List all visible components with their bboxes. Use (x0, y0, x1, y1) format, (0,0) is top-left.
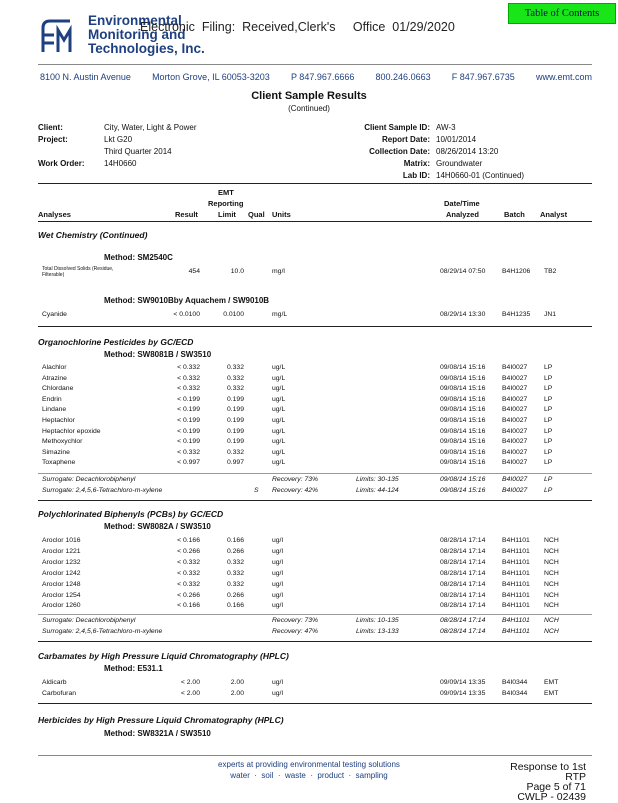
cell-result: < 0.332 (177, 374, 200, 382)
cell-limit: 0.997 (226, 459, 244, 467)
cell-units: ug/l (272, 580, 283, 588)
brand-line-3: Technologies, Inc. (88, 41, 205, 56)
cell-analyst: NCH (544, 627, 559, 635)
cell-limits: Limits: 13-133 (356, 627, 399, 635)
cell-analyst: NCH (544, 558, 559, 566)
cell-result: < 0.332 (177, 569, 200, 577)
table-row (0, 459, 618, 469)
table-row (0, 438, 618, 448)
col-limit: Limit (218, 210, 236, 219)
cell-units: Recovery: 73% (272, 476, 319, 483)
table-row (0, 268, 618, 278)
cell-batch: B4I0344 (502, 679, 528, 686)
cell-date-analyzed: 08/28/14 17:14 (440, 569, 486, 577)
cell-date-analyzed: 09/08/14 15:16 (440, 448, 486, 456)
cell-limit: 0.199 (226, 406, 244, 414)
work-order-value: 14H0660 (104, 159, 137, 168)
cell-batch: B4I0027 (502, 476, 528, 483)
carb-section-rule (38, 703, 592, 704)
table-row (0, 679, 618, 689)
cell-result: < 0.0100 (173, 311, 200, 318)
phone-number: P 847.967.6666 (290, 72, 355, 82)
cell-analyte: Heptachlor epoxide (42, 427, 101, 435)
cell-qualifier: S (254, 486, 259, 494)
col-analyst: Analyst (540, 210, 568, 219)
pcb-section-rule (38, 641, 592, 642)
fax-number: F 847.967.6735 (451, 72, 515, 82)
table-row (0, 602, 618, 612)
cell-limit: 0.332 (226, 558, 244, 566)
filing-stamp: Electronic Filing: Received,Clerk's Office 01/29/2020 (140, 20, 455, 34)
cell-analyst: EMT (544, 679, 559, 686)
table-row (0, 537, 618, 547)
table-row (0, 559, 618, 569)
cell-analyst: LP (544, 417, 553, 424)
cell-result: < 2.00 (180, 689, 200, 697)
cell-units: Recovery: 42% (272, 486, 319, 494)
cell-analyst: NCH (544, 617, 559, 624)
header-rule (38, 64, 592, 65)
cell-units: ug/L (272, 427, 286, 435)
cell-date-analyzed: 09/08/14 15:16 (440, 459, 486, 467)
cell-date-analyzed: 08/29/14 07:50 (440, 268, 486, 275)
cell-limit: 0.266 (226, 591, 244, 599)
cell-batch: B4I0344 (502, 689, 528, 697)
cell-result: < 0.199 (177, 438, 200, 446)
cell-analyst: NCH (544, 591, 559, 599)
cell-analyst: LP (544, 486, 553, 494)
table-row (0, 396, 618, 406)
col-date-top: Date/Time (444, 199, 480, 208)
table-row (0, 406, 618, 416)
method-sw9010b: Method: SW9010Bby Aquachem / SW9010B (104, 296, 270, 305)
collection-date-label: Collection Date: (369, 147, 430, 156)
table-row (0, 487, 618, 497)
cell-date-analyzed: 09/09/14 13:35 (440, 679, 486, 686)
cell-analyst: NCH (544, 602, 559, 610)
cell-analyst: LP (544, 395, 553, 403)
cell-analyst: NCH (544, 537, 559, 544)
cell-analyte: Aldicarb (42, 679, 67, 686)
cell-date-analyzed: 09/08/14 15:16 (440, 406, 486, 414)
table-row (0, 428, 618, 438)
cell-result: < 0.266 (177, 547, 200, 555)
cell-batch: B4H1101 (502, 569, 530, 577)
cell-units: ug/l (272, 569, 283, 577)
cell-limit: 0.199 (226, 417, 244, 424)
tollfree-number: 800.246.0663 (375, 72, 431, 82)
collection-date-value: 08/26/2014 13:20 (436, 147, 499, 156)
cell-limits: Limits: 10-135 (356, 617, 399, 624)
cell-units: mg/l (272, 268, 285, 275)
cell-date-analyzed: 09/08/14 15:16 (440, 417, 486, 424)
footer-tagline: experts at providing environmental testing solutions (218, 760, 400, 769)
cell-date-analyzed: 08/28/14 17:14 (440, 591, 486, 599)
cell-analyst: EMT (544, 689, 559, 697)
col-analyses: Analyses (38, 210, 71, 219)
pcb-surrogate-rule (38, 614, 592, 615)
cell-result: < 0.166 (177, 602, 200, 610)
cell-result: < 0.997 (177, 459, 200, 467)
table-row (0, 417, 618, 427)
cell-units: ug/L (272, 417, 286, 424)
response-label: Response to 1st RTP (510, 761, 586, 783)
cell-batch: B4I0027 (502, 486, 528, 494)
cell-result: < 0.332 (177, 385, 200, 393)
cell-units: ug/L (272, 438, 286, 446)
table-row (0, 375, 618, 385)
cell-result: < 0.266 (177, 591, 200, 599)
cell-analyst: LP (544, 438, 553, 446)
cell-batch: B4H1101 (502, 547, 530, 555)
work-order-label: Work Order: (38, 159, 85, 168)
cell-analyte: Aroclor 1260 (42, 602, 81, 610)
cell-batch: B4I0027 (502, 385, 528, 393)
section-wet-chemistry: Wet Chemistry (Continued) (38, 230, 148, 240)
cell-analyte: Total Dissolved Solids (Residue, Filterable) (42, 266, 114, 278)
cell-analyte: Surrogate: Decachlorobiphenyl (42, 476, 136, 483)
table-row (0, 690, 618, 700)
matrix-label: Matrix: (403, 159, 430, 168)
col-result: Result (175, 210, 198, 219)
cell-date-analyzed: 09/09/14 13:35 (440, 689, 486, 697)
lab-id-value: 14H0660-01 (Continued) (436, 171, 525, 180)
cell-analyte: Aroclor 1016 (42, 537, 81, 544)
cell-date-analyzed: 08/28/14 17:14 (440, 580, 486, 588)
cell-analyte: Heptachlor (42, 417, 75, 424)
cell-analyte: Cyanide (42, 311, 67, 318)
cell-analyte: Toxaphene (42, 459, 76, 467)
section-organochlorine: Organochlorine Pesticides by GC/ECD (38, 337, 194, 347)
cell-batch: B4H1101 (502, 591, 530, 599)
cell-analyte: Aroclor 1254 (42, 591, 81, 599)
cell-units: Recovery: 47% (272, 627, 319, 635)
cell-analyte: Surrogate: 2,4,5,6-Tetrachloro-m-xylene (42, 486, 163, 494)
section-herbicides: Herbicides by High Pressure Liquid Chromatography (HPLC) (38, 715, 284, 725)
cell-units: ug/l (272, 679, 283, 686)
brand-line-2: Monitoring and (88, 27, 186, 42)
table-of-contents-link[interactable]: Table of Contents (508, 3, 616, 24)
cell-units: ug/l (272, 591, 283, 599)
cell-batch: B4I0027 (502, 459, 528, 467)
cell-limits: Limits: 44-124 (356, 486, 399, 494)
cell-analyst: LP (544, 385, 553, 393)
street-address: 8100 N. Austin Avenue (40, 72, 131, 82)
col-analyzed: Analyzed (446, 210, 479, 219)
cell-result: 454 (188, 268, 200, 275)
cell-date-analyzed: 08/28/14 17:14 (440, 537, 486, 544)
cell-units: ug/l (272, 602, 283, 610)
cell-units: ug/L (272, 385, 286, 393)
cell-date-analyzed: 08/28/14 17:14 (440, 547, 486, 555)
cell-analyte: Chlordane (42, 385, 74, 393)
method-sw8321a: Method: SW8321A / SW3510 (104, 729, 211, 738)
table-row (0, 617, 618, 627)
cell-result: < 0.199 (177, 417, 200, 424)
cell-analyte: Atrazine (42, 374, 67, 382)
emt-logo-icon (40, 18, 76, 54)
cell-batch: B4I0027 (502, 364, 528, 371)
cell-result: < 2.00 (180, 679, 200, 686)
cell-limit: 10.0 (230, 268, 244, 275)
cell-date-analyzed: 08/28/14 17:14 (440, 617, 486, 624)
cell-result: < 0.166 (177, 537, 200, 544)
cell-date-analyzed: 09/08/14 15:16 (440, 374, 486, 382)
cell-date-analyzed: 08/28/14 17:14 (440, 558, 486, 566)
cell-analyte: Surrogate: Decachlorobiphenyl (42, 617, 136, 624)
lab-id-label: Lab ID: (402, 171, 430, 180)
project-value: Lkt G20 (104, 135, 133, 144)
wet-section-rule (38, 326, 592, 327)
cell-analyte: Simazine (42, 448, 70, 456)
cell-limits: Limits: 30-135 (356, 476, 399, 483)
matrix-value: Groundwater (436, 159, 483, 168)
col-batch: Batch (504, 210, 525, 219)
table-row (0, 592, 618, 602)
footer-services: water · soil · waste · product · sampling (230, 771, 388, 780)
col-limit-mid: Reporting (208, 199, 244, 208)
cell-date-analyzed: 09/08/14 15:16 (440, 438, 486, 446)
cell-batch: B4I0027 (502, 417, 528, 424)
cell-result: < 0.332 (177, 364, 200, 371)
cell-batch: B4H1101 (502, 602, 530, 610)
cell-date-analyzed: 08/28/14 17:14 (440, 602, 486, 610)
cell-limit: 0.199 (226, 438, 244, 446)
cell-analyte: Aroclor 1232 (42, 558, 81, 566)
header-bottom-rule (38, 221, 592, 222)
cell-units: ug/L (272, 374, 286, 382)
cell-analyst: NCH (544, 569, 559, 577)
cell-analyte: Lindane (42, 406, 67, 414)
table-row (0, 548, 618, 558)
cell-limit: 0.332 (226, 385, 244, 393)
cwlp-number: CWLP - 02439 (517, 791, 586, 803)
cell-units: ug/l (272, 537, 283, 544)
cell-result: < 0.332 (177, 580, 200, 588)
col-qual: Qual (248, 210, 265, 219)
brand-line-1: Environmental (88, 13, 182, 28)
cell-date-analyzed: 09/08/14 15:16 (440, 476, 486, 483)
cell-units: ug/L (272, 364, 286, 371)
col-units: Units (272, 210, 291, 219)
cell-batch: B4I0027 (502, 448, 528, 456)
cell-limit: 0.332 (226, 364, 244, 371)
cell-units: ug/l (272, 558, 283, 566)
cell-result: < 0.199 (177, 395, 200, 403)
cell-batch: B4I0027 (502, 374, 528, 382)
cell-analyst: JN1 (544, 311, 557, 318)
cell-analyst: LP (544, 406, 553, 414)
cell-batch: B4H1101 (502, 617, 530, 624)
table-row (0, 581, 618, 591)
cell-units: ug/L (272, 448, 286, 456)
page-title: Client Sample Results (251, 90, 367, 102)
cell-limit: 0.332 (226, 569, 244, 577)
cell-batch: B4I0027 (502, 406, 528, 414)
cell-batch: B4H1101 (502, 558, 530, 566)
cell-units: Recovery: 73% (272, 617, 319, 624)
sample-id-value: AW-3 (436, 123, 456, 132)
cell-batch: B4H1101 (502, 627, 530, 635)
cell-batch: B4H1101 (502, 537, 530, 544)
cell-date-analyzed: 09/08/14 15:16 (440, 427, 486, 435)
section-carbamates: Carbamates by High Pressure Liquid Chromatography (HPLC) (38, 651, 289, 661)
cell-limit: 0.166 (226, 537, 244, 544)
cell-batch: B4I0027 (502, 438, 528, 446)
table-row (0, 449, 618, 459)
cell-limit: 0.199 (226, 395, 244, 403)
cell-units: mg/L (272, 311, 288, 318)
table-row (0, 311, 618, 321)
cell-limit: 0.166 (226, 602, 244, 610)
cell-batch: B4I0027 (502, 427, 528, 435)
cell-batch: B4H1101 (502, 580, 530, 588)
cell-limit: 0.199 (226, 427, 244, 435)
cell-result: < 0.332 (177, 558, 200, 566)
cell-analyst: NCH (544, 580, 559, 588)
table-row (0, 364, 618, 374)
cell-result: < 0.199 (177, 427, 200, 435)
cell-result: < 0.332 (177, 448, 200, 456)
footer-rule (38, 755, 592, 756)
section-pcbs: Polychlorinated Biphenyls (PCBs) by GC/ECD (38, 509, 224, 519)
method-e531: Method: E531.1 (104, 664, 163, 673)
cell-date-analyzed: 08/28/14 17:14 (440, 627, 486, 635)
cell-limit: 0.332 (226, 374, 244, 382)
cell-units: ug/L (272, 395, 286, 403)
cell-analyst: LP (544, 459, 553, 467)
cell-analyst: TB2 (544, 268, 557, 275)
col-limit-top: EMT (218, 188, 234, 197)
info-rule (38, 183, 592, 184)
website-link[interactable]: www.emt.com (535, 72, 592, 82)
page-number: Page 5 of 71 (526, 781, 586, 793)
cell-batch: B4I0027 (502, 395, 528, 403)
project-label: Project: (38, 135, 68, 144)
cell-batch: B4H1235 (502, 311, 531, 318)
cell-analyst: LP (544, 476, 553, 483)
city-address: Morton Grove, IL 60053-3203 (152, 72, 270, 82)
cell-limit: 2.00 (230, 689, 244, 697)
cell-limit: 0.332 (226, 448, 244, 456)
cell-date-analyzed: 09/08/14 15:16 (440, 385, 486, 393)
cell-limit: 0.0100 (223, 311, 244, 318)
oc-section-rule (38, 500, 592, 501)
report-date-label: Report Date: (381, 135, 430, 144)
method-sm2540c: Method: SM2540C (104, 253, 173, 262)
cell-result: < 0.199 (177, 406, 200, 414)
cell-units: ug/L (272, 459, 286, 467)
quarter-value: Third Quarter 2014 (104, 147, 172, 156)
cell-analyst: LP (544, 448, 553, 456)
cell-limit: 0.332 (226, 580, 244, 588)
client-label: Client: (38, 123, 63, 132)
cell-units: ug/l (272, 547, 283, 555)
table-row (0, 385, 618, 395)
page-subtitle: (Continued) (288, 104, 330, 113)
address-bar (40, 72, 592, 82)
report-date-value: 10/01/2014 (436, 135, 477, 144)
cell-analyte: Surrogate: 2,4,5,6-Tetrachloro-m-xylene (42, 627, 163, 635)
cell-limit: 2.00 (230, 679, 244, 686)
cell-analyte: Endrin (42, 395, 62, 403)
cell-analyst: LP (544, 364, 553, 371)
method-sw8082a: Method: SW8082A / SW3510 (104, 522, 211, 531)
cell-analyte: Aroclor 1242 (42, 569, 81, 577)
method-sw8081b: Method: SW8081B / SW3510 (104, 350, 212, 359)
table-row (0, 628, 618, 638)
table-row (0, 476, 618, 486)
cell-date-analyzed: 09/08/14 15:16 (440, 486, 486, 494)
response-stamp (490, 762, 586, 802)
client-value: City, Water, Light & Power (104, 123, 197, 132)
cell-units: ug/L (272, 406, 286, 414)
cell-batch: B4H1206 (502, 268, 531, 275)
cell-analyte: Methoxychlor (42, 438, 83, 446)
cell-limit: 0.266 (226, 547, 244, 555)
cell-analyst: NCH (544, 547, 559, 555)
cell-analyte: Alachlor (42, 364, 67, 371)
cell-date-analyzed: 08/29/14 13:30 (440, 311, 486, 318)
table-row (0, 570, 618, 580)
cell-date-analyzed: 09/08/14 15:16 (440, 395, 486, 403)
cell-analyst: LP (544, 374, 553, 382)
cell-analyst: LP (544, 427, 553, 435)
oc-surrogate-rule (38, 473, 592, 474)
cell-units: ug/l (272, 689, 283, 697)
cell-analyte: Aroclor 1221 (42, 547, 81, 555)
cell-analyte: Aroclor 1248 (42, 580, 81, 588)
cell-date-analyzed: 09/08/14 15:16 (440, 364, 486, 371)
sample-id-label: Client Sample ID: (364, 123, 430, 132)
cell-analyte: Carbofuran (42, 689, 77, 697)
